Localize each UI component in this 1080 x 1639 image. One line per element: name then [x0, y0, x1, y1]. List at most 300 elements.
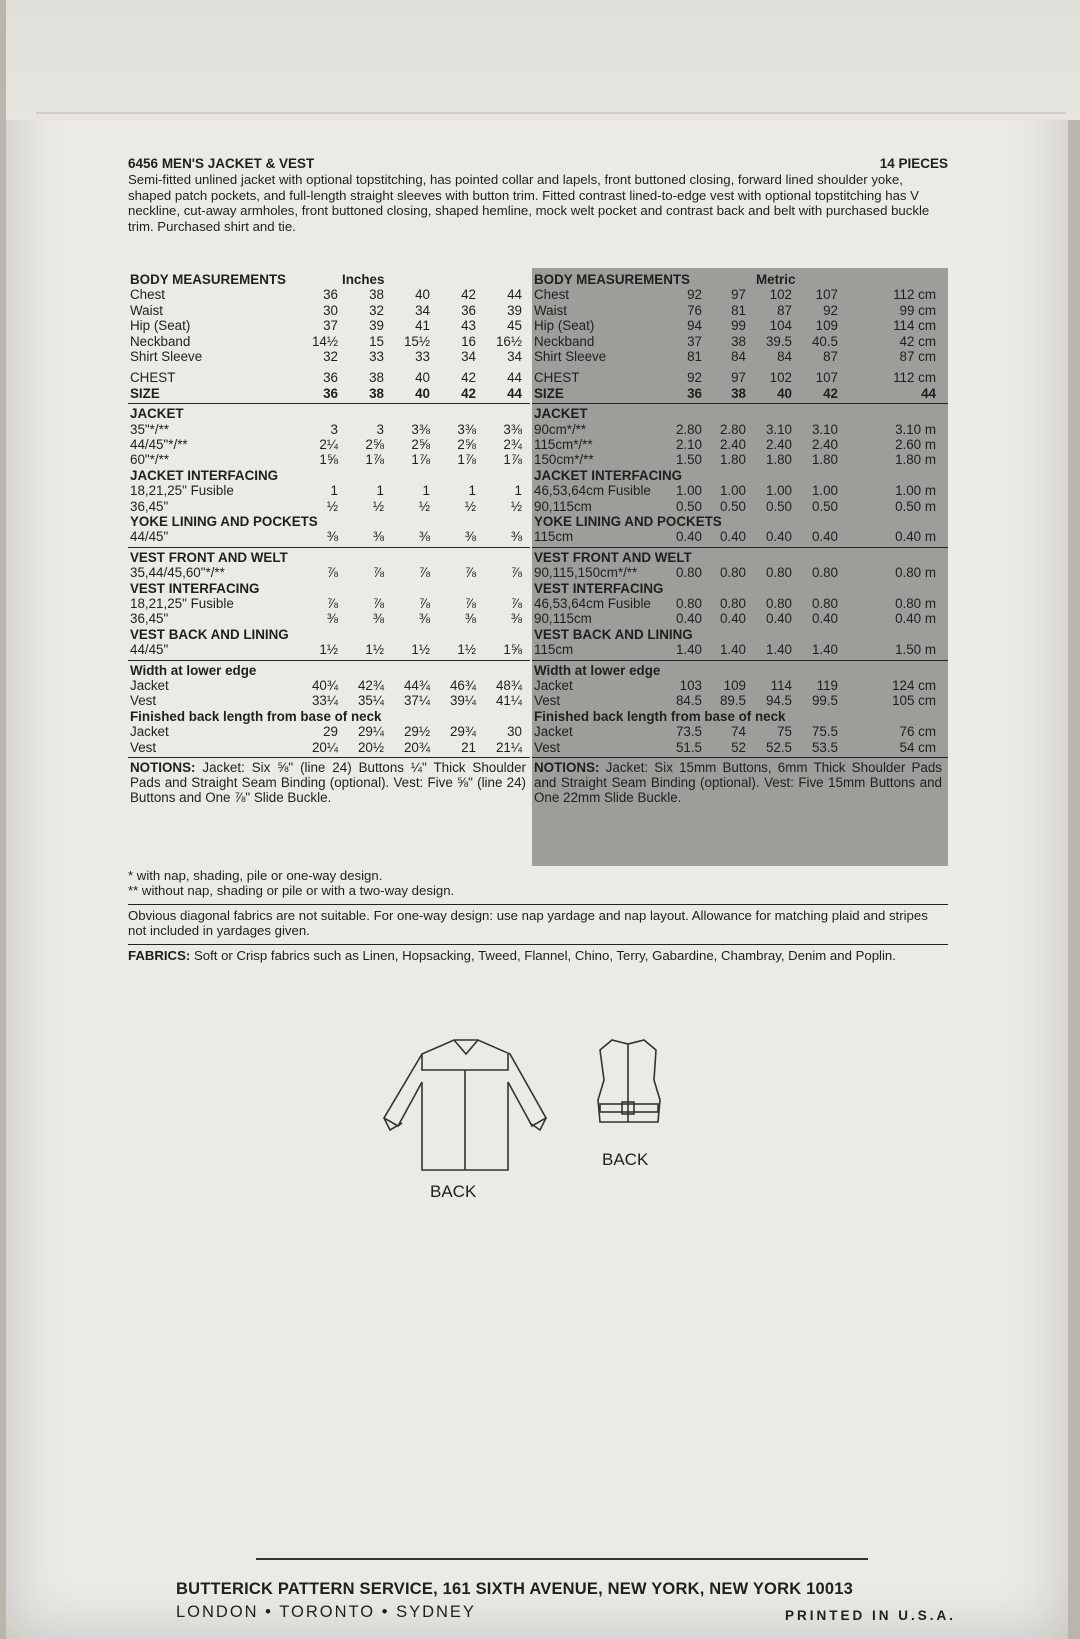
- vback-value: 1½: [365, 642, 384, 658]
- jacket-value: 2⅝: [411, 437, 430, 452]
- vest-back-heading: VEST BACK AND LINING: [534, 626, 693, 642]
- back-value: 53.5: [811, 739, 838, 755]
- jacket-value: 2.40: [719, 437, 746, 452]
- body-value: 41: [415, 318, 430, 334]
- body-row-label: Hip (Seat): [130, 318, 191, 334]
- body-value: 42: [461, 287, 476, 303]
- footer-rule: [256, 1558, 868, 1560]
- back-row-label: Jacket: [534, 724, 573, 740]
- back-value: 51.5: [675, 739, 702, 755]
- back-value: 30: [507, 724, 522, 740]
- vint-row-label: 36,45": [130, 611, 169, 627]
- value-cell: 92: [687, 370, 702, 386]
- yoke-value: 0.40: [765, 529, 792, 545]
- chest-label: CHEST: [534, 370, 580, 386]
- vest-interfacing-heading: VEST INTERFACING: [534, 580, 664, 596]
- body-value: 92: [823, 302, 838, 318]
- jacket-value: 1.80: [719, 452, 746, 468]
- body-value: 30: [323, 302, 338, 318]
- width-value: 94.5: [765, 693, 792, 709]
- vint-value: ⅞: [464, 596, 476, 611]
- width-value: 44¾: [403, 678, 430, 693]
- jacket-value: 1⅞: [365, 452, 384, 468]
- jacket-value: 2.60 m: [895, 437, 936, 452]
- value-cell: 44: [507, 385, 522, 401]
- vback-value: 1.50 m: [895, 642, 936, 658]
- value-cell: 42: [461, 370, 476, 386]
- body-value: 92: [687, 287, 702, 303]
- yoke-row-label: 115cm: [534, 529, 574, 545]
- jint-value: 1.00: [719, 483, 746, 499]
- back-value: 20¾: [403, 739, 430, 755]
- vest-value: 0.80: [765, 565, 792, 581]
- jacket-value: 2.10: [675, 437, 702, 452]
- back-value: 54 cm: [899, 739, 936, 755]
- yoke-heading: YOKE LINING AND POCKETS: [130, 514, 318, 529]
- width-value: 35¼: [357, 693, 384, 709]
- jint-row-label: 90,115cm: [534, 498, 592, 514]
- jacket-value: 1⅞: [503, 452, 522, 468]
- body-value: 99 cm: [899, 302, 936, 318]
- vint-row-label: 18,21,25" Fusible: [130, 596, 234, 611]
- vest-value: ⅞: [326, 565, 338, 581]
- jint-value: 0.50: [719, 498, 746, 514]
- jacket-row-label: 44/45"*/**: [130, 437, 188, 452]
- table-divider: [128, 757, 530, 758]
- body-value: 87 cm: [899, 349, 936, 364]
- jint-row-label: 18,21,25" Fusible: [130, 483, 234, 499]
- inches-table: [128, 268, 530, 866]
- body-value: 81: [687, 349, 702, 364]
- body-value: 34: [415, 302, 430, 318]
- body-value: 84: [777, 349, 792, 364]
- jacket-row-label: 115cm*/**: [534, 437, 593, 452]
- jacket-row-label: 60"*/**: [130, 452, 170, 468]
- header: [128, 156, 948, 171]
- body-value: 39: [507, 302, 522, 318]
- vest-back-label: BACK: [602, 1150, 649, 1169]
- body-value: 84: [731, 349, 746, 364]
- body-value: 107: [815, 287, 838, 303]
- vint-value: ⅜: [510, 611, 522, 627]
- vint-value: 0.40: [765, 611, 792, 627]
- vback-row-label: 115cm: [534, 642, 574, 658]
- jint-value: ½: [464, 498, 476, 514]
- width-value: 84.5: [675, 693, 702, 709]
- back-value: 21¼: [495, 739, 522, 755]
- jacket-value: 1.80 m: [895, 452, 936, 468]
- vint-value: 0.80: [719, 596, 746, 611]
- unit-heading: Metric: [756, 272, 796, 287]
- back-value: 20½: [357, 739, 384, 755]
- value-cell: 40: [415, 370, 430, 386]
- jint-value: 0.50: [765, 498, 792, 514]
- divider: [128, 904, 948, 905]
- vest-heading: VEST FRONT AND WELT: [130, 549, 288, 565]
- value-cell: 102: [769, 370, 792, 386]
- vint-value: 0.40: [811, 611, 838, 627]
- body-value: 16½: [495, 333, 522, 349]
- width-value: 39¼: [449, 693, 476, 709]
- body-value: 16: [461, 333, 476, 349]
- body-value: 34: [461, 349, 476, 364]
- yoke-value: 0.40: [719, 529, 746, 545]
- jint-row-label: 46,53,64cm Fusible: [534, 483, 651, 499]
- body-row-label: Waist: [130, 302, 163, 318]
- value-cell: 112 cm: [893, 370, 936, 386]
- vint-value: ⅜: [418, 611, 430, 627]
- yoke-value: ⅜: [510, 529, 522, 545]
- width-value: 41¼: [495, 693, 522, 709]
- jacket-value: 1⅝: [319, 452, 338, 468]
- jint-value: 0.50: [811, 498, 838, 514]
- size-label: SIZE: [534, 385, 564, 401]
- width-value: 119: [816, 678, 838, 693]
- value-cell: 97: [731, 370, 746, 386]
- vint-value: ⅞: [510, 596, 522, 611]
- vest-back-illustration: [598, 1040, 660, 1122]
- table-divider: [128, 547, 530, 548]
- width-value: 124 cm: [892, 678, 936, 693]
- jint-value: 1: [468, 483, 476, 499]
- body-value: 40.5: [811, 333, 838, 349]
- jacket-value: 1.50: [675, 452, 702, 468]
- vint-value: ⅜: [464, 611, 476, 627]
- jacket-value: 2¾: [503, 437, 522, 452]
- vest-value: ⅞: [464, 565, 476, 581]
- body-value: 37: [323, 318, 338, 334]
- jacket-value: 2⅝: [457, 437, 476, 452]
- jint-value: 1: [330, 483, 338, 499]
- jacket-back-label: BACK: [430, 1182, 477, 1201]
- back-value: 76 cm: [899, 724, 936, 740]
- body-row-label: Chest: [130, 287, 165, 303]
- body-measurements-heading: BODY MEASUREMENTS: [534, 272, 690, 287]
- envelope-flap: [6, 0, 1080, 120]
- unit-heading: Inches: [342, 272, 385, 287]
- back-value: 21: [461, 739, 476, 755]
- back-value: 75.5: [811, 724, 838, 740]
- body-value: 109: [815, 318, 838, 334]
- jacket-row-label: 90cm*/**: [534, 421, 587, 437]
- jacket-value: 3.10 m: [895, 421, 936, 437]
- table-divider: [128, 660, 530, 661]
- body-value: 32: [323, 349, 338, 364]
- body-row-label: Neckband: [130, 333, 191, 349]
- value-cell: 38: [369, 385, 384, 401]
- size-label: SIZE: [130, 385, 160, 401]
- back-value: 75: [777, 724, 792, 740]
- pattern-info: [128, 156, 948, 963]
- jacket-value: 1⅞: [457, 452, 476, 468]
- value-cell: 36: [323, 370, 338, 386]
- width-row-label: Jacket: [534, 678, 573, 693]
- table-divider: [532, 660, 948, 661]
- jacket-value: 3⅜: [503, 421, 522, 437]
- vint-row-label: 90,115cm: [534, 611, 592, 627]
- vback-value: 1½: [457, 642, 476, 658]
- jacket-value: 2.80: [719, 421, 746, 437]
- jacket-value: 2⅝: [365, 437, 384, 452]
- yoke-value: ⅜: [372, 529, 384, 545]
- back-value: 73.5: [675, 724, 702, 740]
- width-value: 37¼: [403, 693, 430, 709]
- jint-value: ½: [418, 498, 430, 514]
- back-value: 74: [731, 724, 746, 740]
- width-value: 46¾: [449, 678, 476, 693]
- jacket-value: 1.80: [765, 452, 792, 468]
- body-value: 97: [731, 287, 746, 303]
- vint-value: 0.40 m: [895, 611, 936, 627]
- footnotes: [128, 868, 948, 898]
- printed-in: PRINTED IN U.S.A.: [784, 1608, 956, 1623]
- yoke-value: ⅜: [464, 529, 476, 545]
- jacket-value: 3.10: [811, 421, 838, 437]
- vback-value: 1⅝: [503, 642, 522, 658]
- value-cell: 44: [921, 385, 936, 401]
- body-value: 38: [731, 333, 746, 349]
- body-value: 15: [369, 333, 384, 349]
- body-value: 32: [369, 302, 384, 318]
- value-cell: 40: [415, 385, 430, 401]
- width-value: 114: [770, 678, 792, 693]
- description: Semi-fitted unlined jacket with optional topstitching, has pointed collar and lapels, front buttoned closing, forward lined shoulder yoke, shaped patch pockets, and full-length straight sleeves with button trim. Fitted contrast lined-to-edge vest with optional topstitching has V neckline, cut-away armholes, front buttoned closing, shaped hemline, mock welt pocket and contrast back and belt with purchased buckle trim. Purchased shirt and tie.: [128, 172, 930, 234]
- vint-row-label: 46,53,64cm Fusible: [534, 596, 651, 611]
- jacket-value: 3.10: [765, 421, 792, 437]
- vest-value: 0.80 m: [895, 565, 936, 581]
- flap-edge: [36, 112, 1066, 114]
- back-length-heading: Finished back length from base of neck: [130, 708, 382, 724]
- yoke-value: ⅜: [326, 529, 338, 545]
- vest-value: ⅞: [372, 565, 384, 581]
- jint-value: 0.50 m: [895, 498, 936, 514]
- notions: NOTIONS: Jacket: Six ⅝" (line 24) Buttons ¼" Thick Shoulder Pads and Straight Seam Binding (optional). Vest: Five ⅝" (line 24) Buttons and One ⅞" Slide Buckle.: [130, 760, 526, 805]
- width-value: 48¾: [495, 678, 522, 693]
- vint-value: ⅞: [372, 596, 384, 611]
- table-divider: [128, 403, 530, 404]
- body-row-label: Hip (Seat): [534, 318, 595, 334]
- body-value: 39: [369, 318, 384, 334]
- jacket-value: 2.40: [765, 437, 792, 452]
- back-value: 52.5: [765, 739, 792, 755]
- jacket-value: 3: [330, 421, 338, 437]
- vest-row-label: 90,115,150cm*/**: [534, 565, 638, 581]
- jacket-row-label: 35"*/**: [130, 421, 170, 437]
- body-value: 81: [731, 302, 746, 318]
- vback-value: 1½: [319, 642, 338, 658]
- jacket-interfacing-heading: JACKET INTERFACING: [130, 467, 279, 483]
- width-heading: Width at lower edge: [534, 662, 661, 678]
- body-value: 94: [687, 318, 702, 334]
- body-row-label: Neckband: [534, 333, 595, 349]
- jacket-back-illustration: [384, 1040, 546, 1170]
- value-cell: 36: [323, 385, 338, 401]
- width-value: 105 cm: [892, 693, 936, 709]
- back-length-heading: Finished back length from base of neck: [534, 708, 786, 724]
- divider: [128, 944, 948, 945]
- table-divider: [532, 547, 948, 548]
- jacket-interfacing-heading: JACKET INTERFACING: [534, 467, 683, 483]
- vest-back-heading: VEST BACK AND LINING: [130, 626, 289, 642]
- width-row-label: Vest: [130, 693, 157, 709]
- jint-value: ½: [372, 498, 384, 514]
- back-value: 29¾: [449, 724, 476, 740]
- body-value: 44: [507, 287, 522, 303]
- value-cell: 42: [461, 385, 476, 401]
- width-heading: Width at lower edge: [130, 662, 257, 678]
- vest-value: 0.80: [675, 565, 702, 581]
- body-value: 36: [323, 287, 338, 303]
- width-row-label: Vest: [534, 693, 561, 709]
- jacket-value: 3⅜: [411, 421, 430, 437]
- vback-row-label: 44/45": [130, 642, 169, 658]
- body-row-label: Shirt Sleeve: [130, 349, 203, 364]
- body-value: 39.5: [765, 333, 792, 349]
- width-value: 42¾: [357, 678, 384, 693]
- value-cell: 36: [687, 385, 702, 401]
- value-cell: 107: [815, 370, 838, 386]
- pattern-number: 6456: [128, 156, 159, 171]
- fabric-note: Obvious diagonal fabrics are not suitable. For one-way design: use nap yardage and nap layout. Allowance for matching plaid and stripes not included in yardages given.: [128, 908, 928, 938]
- vest-value: 0.80: [811, 565, 838, 581]
- fabrics: FABRICS: Soft or Crisp fabrics such as Linen, Hopsacking, Tweed, Flannel, Chino, Terry, Gabardine, Chambray, Denim and Poplin.: [128, 948, 896, 963]
- vint-value: 0.80: [675, 596, 702, 611]
- body-value: 45: [507, 318, 522, 334]
- vback-value: 1.40: [719, 642, 746, 658]
- width-value: 109: [723, 678, 746, 693]
- vint-value: ⅞: [418, 596, 430, 611]
- notions: NOTIONS: Jacket: Six 15mm Buttons, 6mm Thick Shoulder Pads and Straight Seam Binding (optional). Vest: Five 15mm Buttons and One 22mm Slide Buckle.: [534, 760, 942, 805]
- vint-value: ⅜: [372, 611, 384, 627]
- yoke-value: ⅜: [418, 529, 430, 545]
- vest-value: ⅞: [418, 565, 430, 581]
- vest-heading: VEST FRONT AND WELT: [534, 549, 692, 565]
- jacket-heading: JACKET: [534, 406, 588, 422]
- body-measurements-heading: BODY MEASUREMENTS: [130, 272, 286, 287]
- vint-value: 0.40: [675, 611, 702, 627]
- yardage-tables: [128, 268, 948, 866]
- chest-label: CHEST: [130, 370, 176, 386]
- body-value: 40: [415, 287, 430, 303]
- yoke-heading: YOKE LINING AND POCKETS: [534, 514, 722, 529]
- jint-value: 1: [422, 483, 430, 499]
- yoke-row-label: 44/45": [130, 529, 169, 545]
- value-cell: 38: [731, 385, 746, 401]
- back-row-label: Vest: [130, 739, 157, 755]
- jint-row-label: 36,45": [130, 498, 169, 514]
- body-value: 87: [823, 349, 838, 364]
- vest-row-label: 35,44/45,60"*/**: [130, 565, 225, 581]
- table-divider: [532, 403, 948, 404]
- back-row-label: Vest: [534, 739, 561, 755]
- jint-value: 1.00: [675, 483, 702, 499]
- value-cell: 44: [507, 370, 522, 386]
- width-value: 99.5: [811, 693, 838, 709]
- body-value: 36: [461, 302, 476, 318]
- width-row-label: Jacket: [130, 678, 169, 693]
- metric-table: [532, 268, 948, 866]
- vint-value: 0.80: [811, 596, 838, 611]
- body-value: 43: [461, 318, 476, 334]
- vback-value: 1.40: [675, 642, 702, 658]
- body-row-label: Waist: [534, 302, 567, 318]
- value-cell: 40: [777, 385, 792, 401]
- body-value: 76: [687, 302, 702, 318]
- jacket-heading: JACKET: [130, 406, 184, 422]
- body-value: 102: [769, 287, 792, 303]
- body-value: 33: [369, 349, 384, 364]
- jint-value: 0.50: [675, 498, 702, 514]
- jint-value: ½: [326, 498, 338, 514]
- cities: LONDON • TORONTO • SYDNEY: [176, 1603, 476, 1621]
- pieces-count: 14 PIECES: [879, 156, 948, 171]
- jacket-value: 2¼: [319, 437, 338, 452]
- jint-value: 1.00: [765, 483, 792, 499]
- back-value: 52: [731, 739, 746, 755]
- footnote-nap: * with nap, shading, pile or one-way design.: [128, 868, 383, 883]
- value-cell: 42: [823, 385, 838, 401]
- width-value: 33¼: [311, 693, 338, 709]
- vest-interfacing-heading: VEST INTERFACING: [130, 580, 260, 596]
- jint-value: 1.00 m: [895, 483, 936, 499]
- footnote-without-nap: ** without nap, shading or pile or with a two-way design.: [128, 883, 455, 898]
- yoke-value: 0.40: [675, 529, 702, 545]
- body-value: 37: [687, 333, 702, 349]
- vint-value: 0.80: [765, 596, 792, 611]
- vback-value: 1.40: [765, 642, 792, 658]
- body-value: 114 cm: [893, 318, 936, 334]
- vback-value: 1.40: [811, 642, 838, 658]
- vback-value: 1½: [411, 642, 430, 658]
- body-value: 15½: [403, 333, 430, 349]
- body-value: 112 cm: [893, 287, 936, 303]
- footer: [176, 1580, 966, 1622]
- body-value: 33: [415, 349, 430, 364]
- jint-value: 1: [514, 483, 522, 499]
- body-value: 38: [369, 287, 384, 303]
- vint-value: ⅞: [326, 596, 338, 611]
- vest-value: 0.80: [719, 565, 746, 581]
- back-value: 29½: [403, 724, 430, 740]
- back-value: 29¼: [357, 724, 384, 740]
- jint-value: 1.00: [811, 483, 838, 499]
- jint-value: 1: [376, 483, 384, 499]
- jacket-value: 2.40: [811, 437, 838, 452]
- jacket-value: 1.80: [811, 452, 838, 468]
- jacket-value: 2.80: [675, 421, 702, 437]
- company-address: BUTTERICK PATTERN SERVICE, 161 SIXTH AVENUE, NEW YORK, NEW YORK 10013: [176, 1580, 853, 1598]
- vest-value: ⅞: [510, 565, 522, 581]
- back-value: 20¼: [311, 739, 338, 755]
- jacket-value: 3: [376, 421, 384, 437]
- body-row-label: Shirt Sleeve: [534, 349, 607, 364]
- yoke-value: 0.40 m: [895, 529, 936, 545]
- body-value: 34: [507, 349, 522, 364]
- width-value: 40¾: [311, 678, 338, 693]
- body-value: 87: [777, 302, 792, 318]
- back-row-label: Jacket: [130, 724, 169, 740]
- jacket-value: 1⅞: [411, 452, 430, 468]
- table-divider: [532, 757, 948, 758]
- body-value: 14½: [311, 333, 338, 349]
- value-cell: 38: [369, 370, 384, 386]
- body-value: 99: [731, 318, 746, 334]
- jacket-row-label: 150cm*/**: [534, 452, 594, 468]
- jacket-value: 3⅜: [457, 421, 476, 437]
- vint-value: 0.80 m: [895, 596, 936, 611]
- body-value: 104: [769, 318, 792, 334]
- yoke-value: 0.40: [811, 529, 838, 545]
